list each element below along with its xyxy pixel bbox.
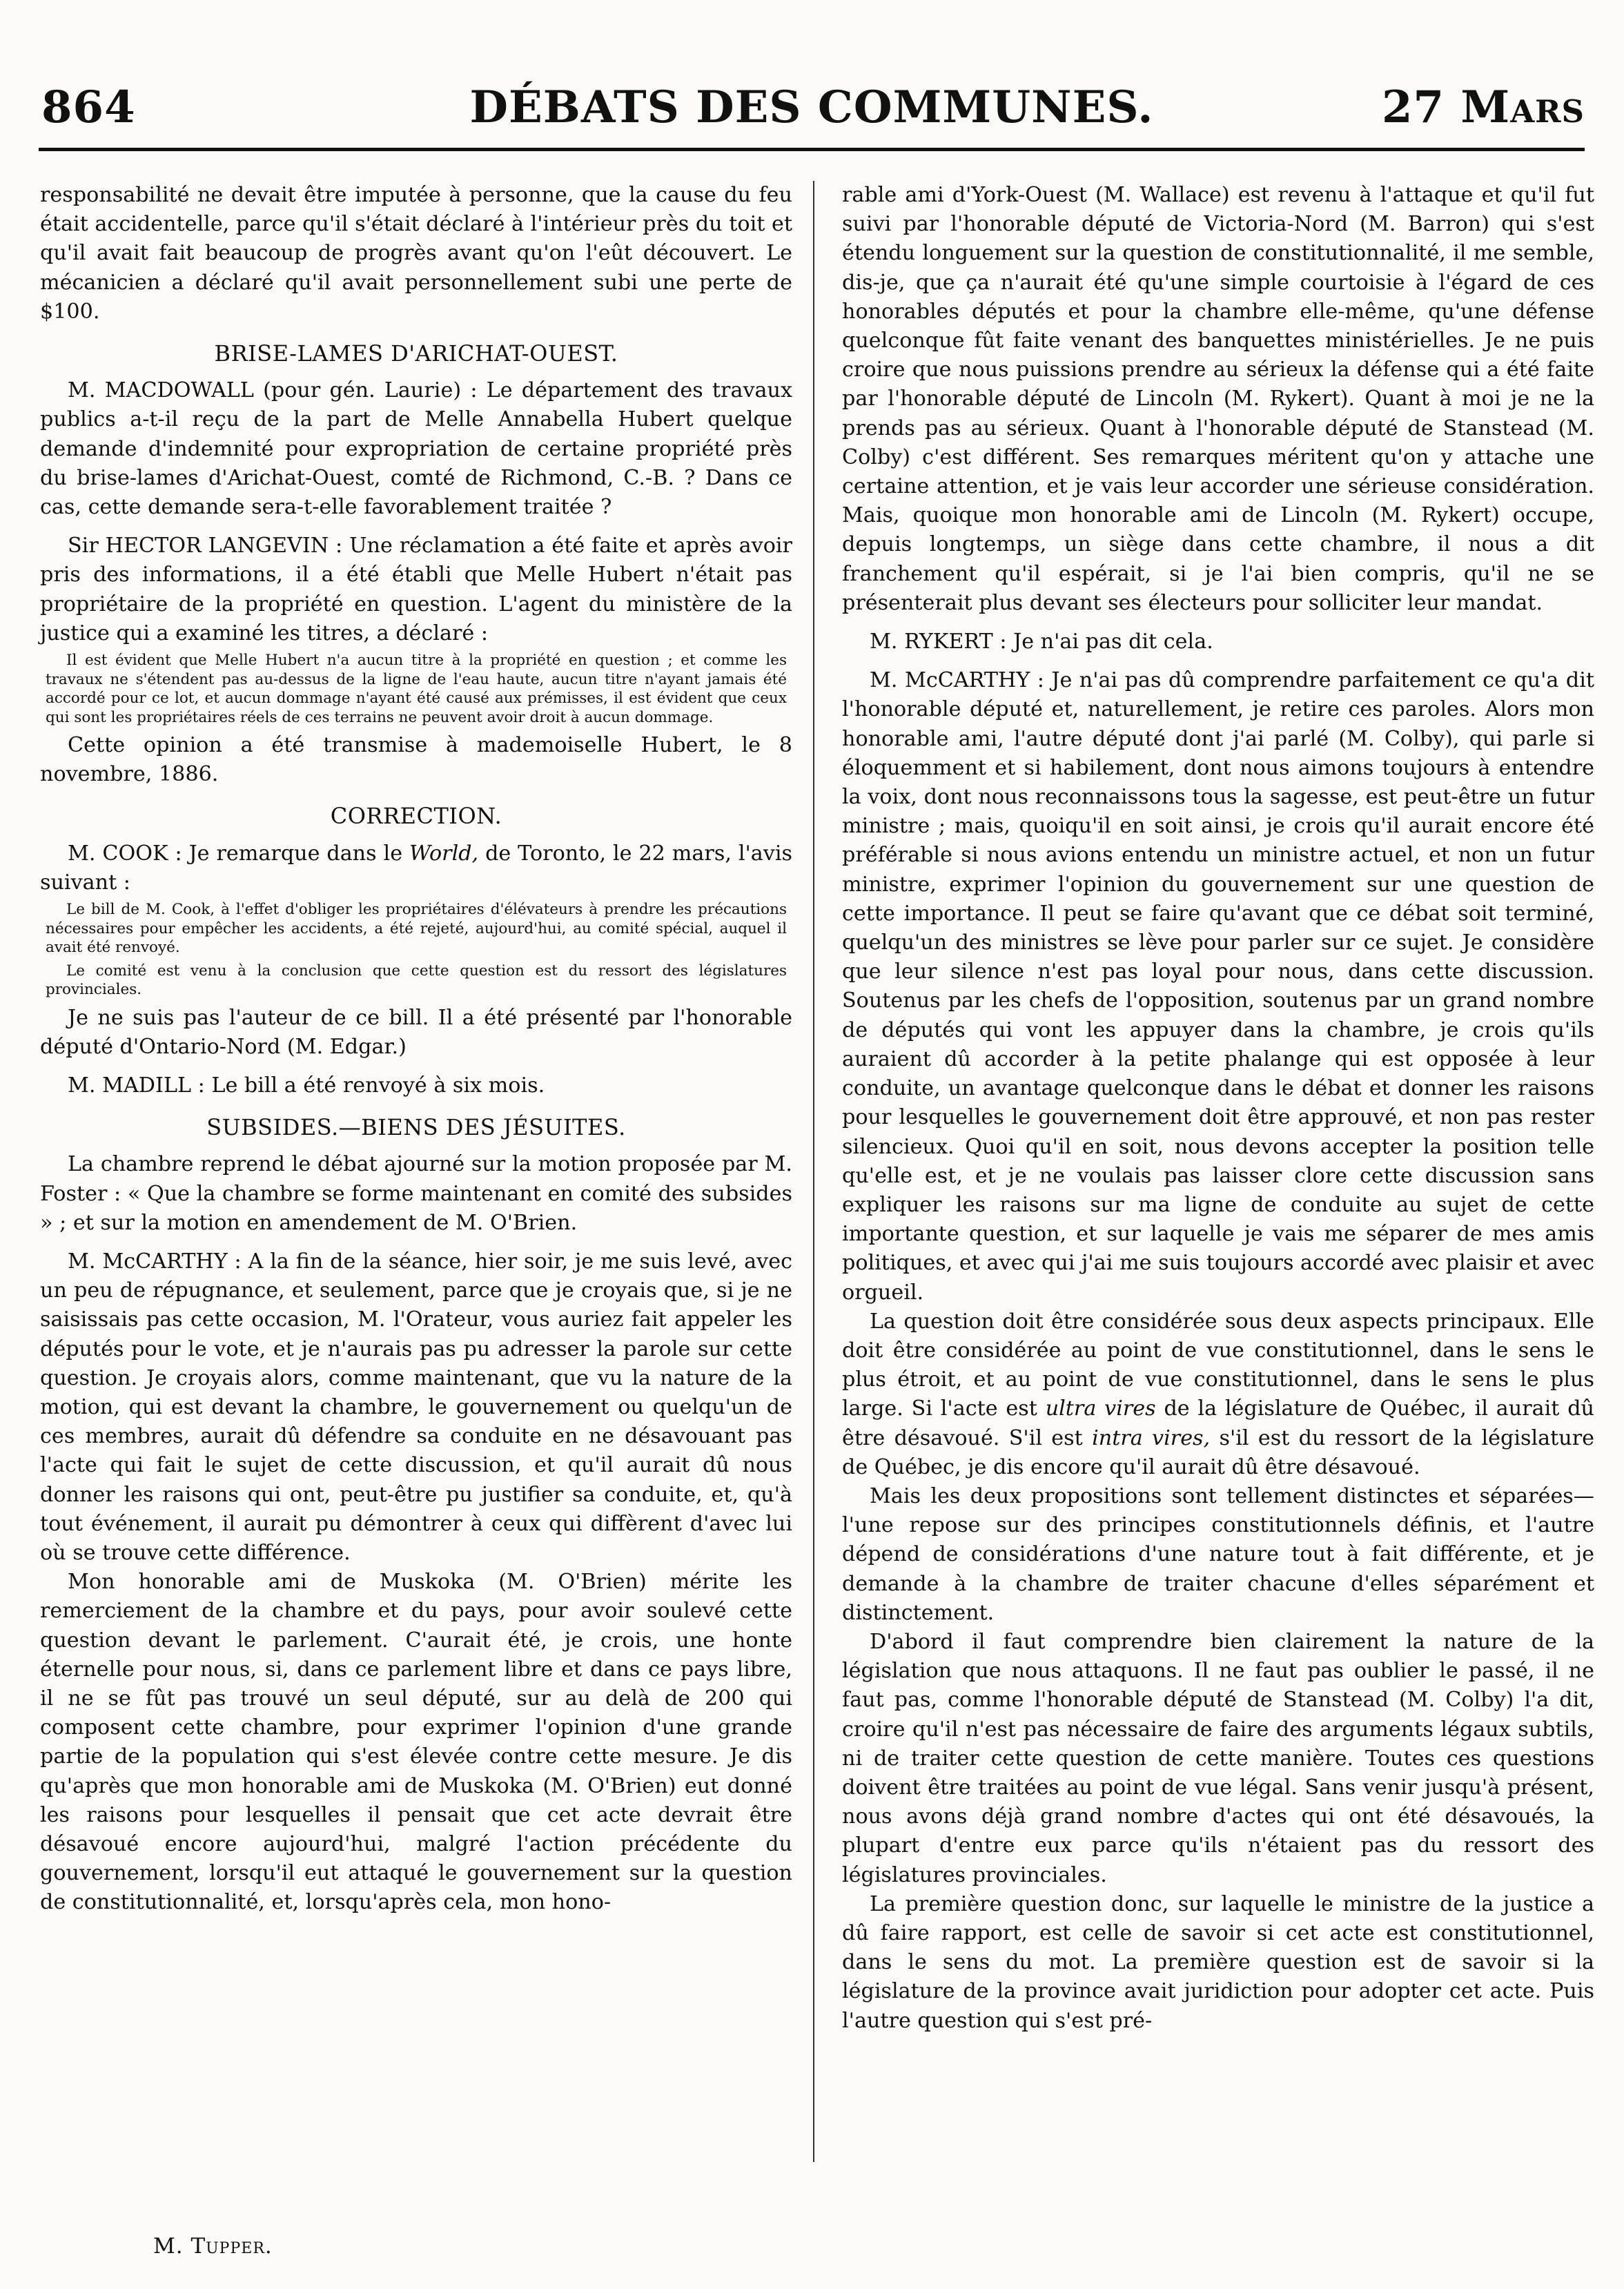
right-column [842, 181, 1594, 2036]
paragraph: responsabilité ne devait être imputée à personne, que la cause du feu était accidentelle, parce qu'il s'était déclaré à l'intérieur près du toit et qu'il avait fait beaucoup de progrès avant qu'on l'eût découvert. Le mécanicien a déclaré qu'il avait personnellement subi une perte de $100. [40, 183, 792, 324]
paragraph: Cette opinion a été transmise à mademoiselle Hubert, le 8 novembre, 1886. [40, 733, 792, 787]
paragraph: La première question donc, sur laquelle le ministre de la justice a dû faire rapport, est celle de savoir si cet acte est constitutionnel, dans le sens du mot. La première question est de savoir si la législature de la province avait juridiction pour adopter cet acte. Puis l'autre question qui s'est pré- [842, 1891, 1594, 2033]
page-title: DÉBATS DES COMMUNES. [469, 81, 1154, 133]
italic-run: World, [409, 841, 479, 866]
paragraph: Je ne suis pas l'auteur de ce bill. Il a été présenté par l'honorable député d'Ontario-Nord (M. Edgar.) [40, 1005, 792, 1059]
paragraph: Sir HECTOR LANGEVIN : Une réclamation a été faite et après avoir pris des informations, il a été établi que Melle Hubert n'était pas propriétaire de la propriété en question. L'agent du ministère de la justice qui a examiné les titres, a déclaré : [40, 534, 792, 645]
text-run: M. COOK : Je remarque dans le [68, 841, 409, 866]
page-number: 864 [41, 81, 136, 133]
paragraph: M. McCARTHY : A la fin de la séance, hier soir, je me suis levé, avec un peu de répugnance, et seulement, parce que je croyais que, si je ne saisissais pas cette occasion, M. l'Orateur, vous auriez fait appeler les députés pour le vote, et je n'aurais pas pu adresser la parole sur cette question. Je croyais alors, comme maintenant, que vu la nature de la motion, qui est devant la chambre, le gouvernement ou quelqu'un de ces membres, aurait dû défendre sa conduite en ne désavouant pas l'acte qui fait le sujet de cette discussion, et qu'il aurait dû nous donner les raisons qui ont, peut-être pu justifier sa conduite, et, qu'à tout événement, il aurait pu démontrer à ceux qui diffèrent d'avec lui où se trouve cette différence. [40, 1249, 792, 1566]
paragraph: M. MACDOWALL (pour gén. Laurie) : Le département des travaux publics a-t-il reçu de la part de Melle Annabella Hubert quelque demande d'indemnité pour expropriation de certaine propriété près du brise-lames d'Arichat-Ouest, comté de Richmond, C.-B. ? Dans ce cas, cette demande sera-t-elle favorablement traitée ? [40, 378, 792, 520]
page-header [39, 81, 1585, 137]
section-heading-correction: CORRECTION. [330, 803, 502, 830]
paragraph: Mon honorable ami de Muskoka (M. O'Brien) mérite les remerciement de la chambre et du pays, pour avoir soulevé cette question devant le parlement. C'aurait été, je crois, une honte éternelle pour nous, si, dans ce parlement libre et dans ce pays libre, il ne se fût pas trouvé un seul député, sur au delà de 200 qui composent cette chambre, pour exprimer l'opinion d'une grande partie de la population qui s'est élevée contre cette mesure. Je dis qu'après que mon honorable ami de Muskoka (M. O'Brien) eut donné les raisons pour lesquelles il pensait que cet acte devrait être désavoué encore aujourd'hui, malgré l'action précédente du gouvernement, lorsqu'il eut attaqué le gouvernement sur la question de constitutionnalité, et, lorsqu'après cela, mon hono- [40, 1570, 792, 1915]
paragraph: D'abord il faut comprendre bien clairement la nature de la législation que nous attaquons. Il ne faut pas oublier le passé, il ne faut pas, comme l'honorable député de Stanstead (M. Colby) l'a dit, croire qu'il n'est pas nécessaire de faire des arguments légaux subtils, ni de traiter cette question de cette manière. Toutes ces questions doivent être traitées au point de vue légal. Sans venir jusqu'à présent, nous avons déjà grand nombre d'actes qui ont été désavoués, la plupart d'entre eux parce qu'ils n'étaient pas du ressort des législatures provinciales. [842, 1629, 1594, 1887]
paragraph-aspects [842, 1307, 1594, 1482]
paragraph: Mais les deux propositions sont tellement distinctes et séparées—l'une repose sur des principes constitutionnels définis, et l'autre dépend de considérations d'une nature tout à fait différente, et je demande à la chambre de traiter chacune d'elles séparément et distinctement. [842, 1483, 1594, 1625]
paragraph: La chambre reprend le débat ajourné sur la motion proposée par M. Foster : « Que la chambre se forme maintenant en comité des subsides » ; et sur la motion en amendement de M. O'Brien. [40, 1152, 792, 1235]
paragraph: M. MADILL : Le bill a été renvoyé à six mois. [68, 1073, 545, 1098]
italic-run: ultra vires [1045, 1396, 1156, 1421]
italic-run: intra vires, [1092, 1425, 1211, 1450]
header-rule [39, 148, 1585, 151]
quoted-text: Le bill de M. Cook, à l'effet d'obliger les propriétaires d'élévateurs à prendre les précautions nécessaires pour empêcher les accidents, a été rejeté, aujourd'hui, au comité spécial, auquel il avait été renvoyé. [46, 901, 787, 957]
footer-speaker-name: M. Tupper. [153, 2234, 273, 2259]
quoted-text: Le comité est venu à la conclusion que cette question est du ressort des législatures provinciales. [46, 962, 787, 999]
section-heading-subsides: SUBSIDES.—BIENS DES JÉSUITES. [206, 1114, 626, 1141]
text-run: La question doit être considérée sous deux aspects principaux. Elle doit être considérée au point de vue constitutionnel, dans le sens le plus étroit, et au point de vue constitutionnel, dans le sens le plus large. Si l'acte est [842, 1309, 1594, 1421]
column-divider [813, 181, 814, 2162]
page-date: 27 Mars [1382, 81, 1585, 133]
left-column [40, 181, 792, 1918]
paragraph-cook [40, 839, 792, 897]
text-run: s'il est du ressort de la législature de Québec, je dis encore qu'il aurait dû être désavoué. [842, 1425, 1595, 1479]
paragraph: M. McCARTHY : Je n'ai pas dû comprendre parfaitement ce qu'a dit l'honorable député et, naturellement, je retire ces paroles. Alors mon honorable ami, l'autre député dont j'ai parlé (M. Colby), qui parle si éloquemment et si habilement, dont nous aimons toujours à entendre la voix, dont nous reconnaissons tous la sagesse, est peut-être un futur ministre ; mais, quoiqu'il en soit ainsi, je crois qu'il aurait encore été préférable si nous avions entendu un ministre actuel, et non un futur ministre, exprimer l'opinion du gouvernement sur une question de cette importance. Il peut se faire qu'avant que ce débat soit terminé, quelqu'un des ministres se lève pour parler sur ce sujet. Je considère que leur silence n'est pas loyal pour nous, dans cette discussion. Soutenus par les chefs de l'opposition, soutenus par un grand nombre de députés qui vont les appuyer dans la chambre, je crois qu'ils auraient dû accorder à la petite phalange qui est opposée à leur conduite, un avantage quelconque dans le débat et donner les raisons pour lesquelles le gouvernement doit être approuvé, et non pas rester silencieux. Quoi qu'il en soit, nous devons accepter la position telle qu'elle est, et je ne voulais pas laisser clore cette discussion sans expliquer les raisons sur ma ligne de conduite au sujet de cette importante question, et sur laquelle je vais me séparer de mes amis politiques, et avec qui j'ai me suis toujours accordé avec plaisir et avec orgueil. [842, 668, 1594, 1305]
paragraph: rable ami d'York-Ouest (M. Wallace) est revenu à l'attaque et qu'il fut suivi par l'honorable député de Victoria-Nord (M. Barron) qui s'est étendu longuement sur la question de constitutionnalité, il me semble, dis-je, que ça n'aurait été qu'une simple courtoisie à l'égard de ces honorables députés et pour la chambre elle-même, qu'une défense quelconque fût faite venant des banquettes ministérielles. Je ne puis croire que nous puissions prendre au sérieux la défense qui a été faite par l'honorable député de Lincoln (M. Rykert). Quant à moi je ne la prends pas au sérieux. Quant à l'honorable député de Stanstead (M. Colby) c'est différent. Ses remarques méritent qu'on y attache une certaine attention, et je vais leur accorder une sérieuse considération. Mais, quoique mon honorable ami de Lincoln (M. Rykert) occupe, depuis longtemps, un siège dans cette chambre, il nous a dit franchement qu'il espérait, si je l'ai bien compris, qu'il ne se présenterait plus devant ses électeurs pour solliciter leur mandat. [842, 183, 1594, 615]
text-run: de Toronto, le 22 mars, l'avis suivant : [40, 841, 792, 895]
quoted-text: Il est évident que Melle Hubert n'a aucun titre à la propriété en question ; et comme les travaux ne s'étendent pas au-dessus de la ligne de l'eau haute, aucun titre n'ayant jamais été accordé pour ce lot, et aucun dommage n'ayant été causé aux prémisses, il est évident que ceux qui sont les propriétaires réels de ces terrains ne peuvent avoir droit à aucun dommage. [46, 652, 787, 726]
paragraph: M. RYKERT : Je n'ai pas dit cela. [870, 630, 1213, 654]
section-heading-arichat: BRISE-LAMES D'ARICHAT-OUEST. [214, 340, 618, 367]
text-run: de la législature de Québec, il aurait dû être désavoué. S'il est [842, 1396, 1594, 1450]
